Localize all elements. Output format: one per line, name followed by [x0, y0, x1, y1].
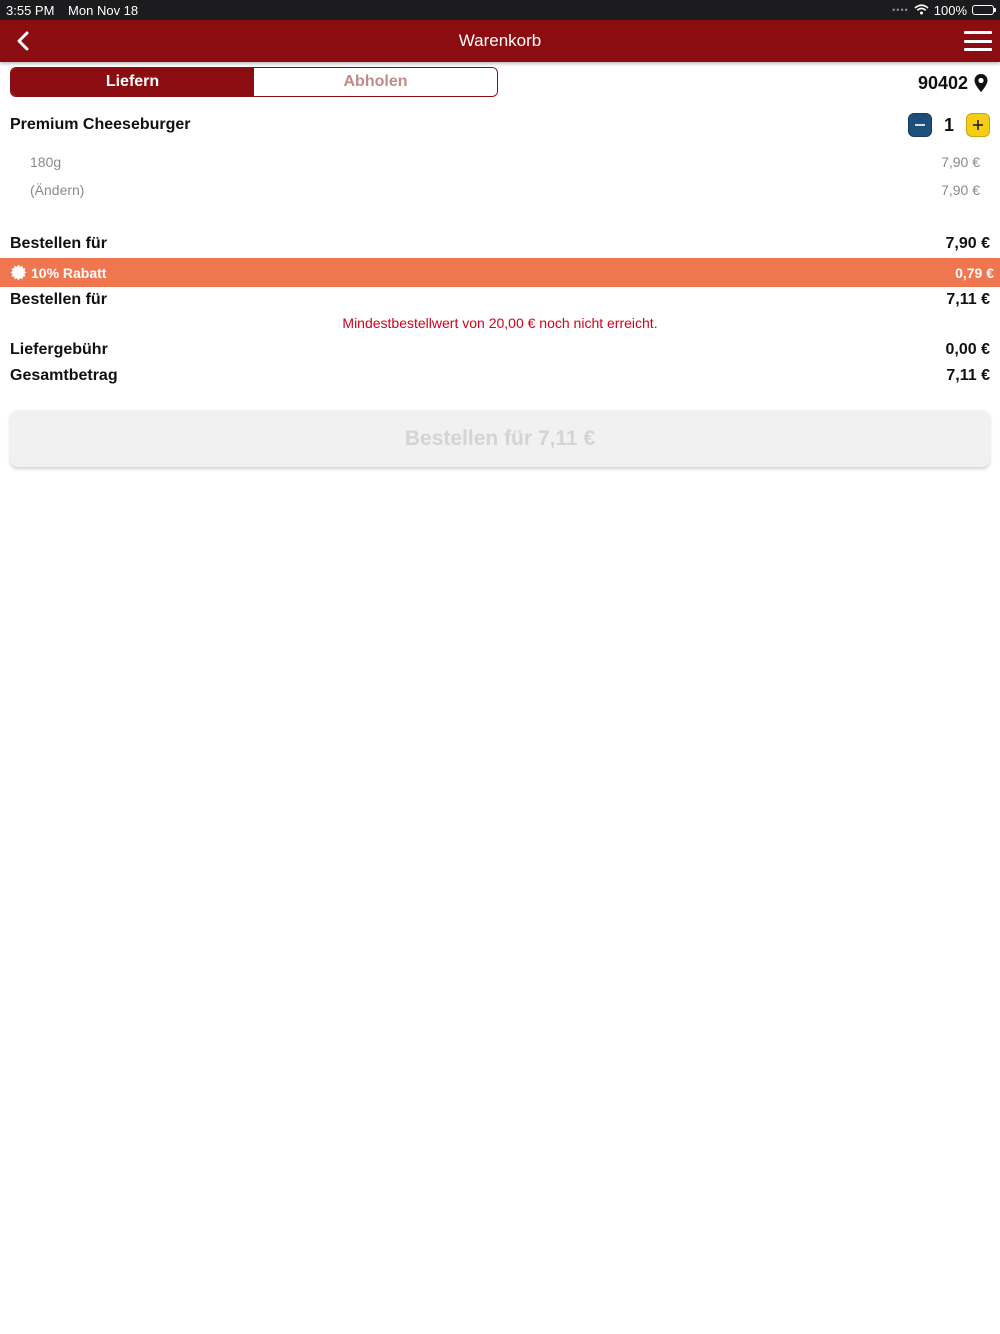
total-row	[10, 365, 990, 387]
option-price: 7,90 €	[941, 182, 980, 198]
item-quantity: 1	[943, 114, 954, 135]
option-label: 180g	[30, 154, 62, 170]
increase-quantity-button[interactable]	[966, 113, 990, 137]
discount-label: 10% Rabatt	[31, 264, 107, 281]
tab-abholen[interactable]: Abholen	[254, 68, 497, 96]
page-title: Warenkorb	[458, 31, 542, 50]
battery-icon	[972, 5, 994, 15]
status-date: Mon Nov 18	[68, 2, 139, 18]
order-button[interactable]: Bestellen für 7,11 €	[10, 410, 990, 467]
back-button[interactable]	[10, 28, 36, 54]
battery-percentage: 100%	[933, 2, 967, 18]
decrease-quantity-button[interactable]	[908, 113, 932, 137]
tab-liefern[interactable]: Liefern	[11, 68, 254, 96]
total-value: 7,11 €	[946, 367, 990, 384]
discount-row	[0, 258, 1000, 287]
item-name: Premium Cheeseburger	[10, 116, 191, 133]
delivery-mode-segment	[10, 67, 498, 97]
wifi-icon	[914, 3, 929, 18]
cart-item	[10, 113, 990, 137]
subtotal-row	[10, 233, 990, 255]
discounted-subtotal-label: Bestellen für	[10, 291, 107, 308]
minus-icon	[914, 119, 926, 131]
item-change-row[interactable]	[30, 179, 980, 201]
change-link[interactable]: (Ändern)	[30, 182, 85, 198]
status-time: 3:55 PM	[6, 2, 55, 18]
nav-bar	[0, 20, 1000, 62]
discounted-subtotal-value: 7,11 €	[946, 291, 990, 308]
discount-badge-icon	[10, 264, 27, 281]
discounted-subtotal-row	[10, 289, 990, 311]
subtotal-label: Bestellen für	[10, 235, 107, 252]
signal-dots-icon: ••••	[892, 5, 909, 15]
location-pin-icon	[974, 74, 988, 92]
subtotal-value: 7,90 €	[945, 235, 990, 252]
location-zip[interactable]	[918, 70, 988, 96]
total-label: Gesamtbetrag	[10, 367, 118, 384]
back-chevron-icon	[16, 31, 30, 51]
quantity-stepper	[908, 113, 990, 137]
delivery-fee-label: Liefergebühr	[10, 341, 108, 358]
hamburger-menu-icon[interactable]	[964, 29, 992, 53]
plus-icon	[972, 119, 984, 131]
status-bar	[0, 0, 1000, 20]
zip-code: 90402	[917, 72, 968, 93]
discount-value: 0,79 €	[955, 264, 994, 281]
minimum-order-warning: Mindestbestellwert von 20,00 € noch nicht erreicht.	[342, 315, 658, 331]
delivery-fee-row	[10, 339, 990, 361]
option-price: 7,90 €	[941, 154, 980, 170]
item-option-row	[30, 151, 980, 173]
delivery-fee-value: 0,00 €	[945, 341, 990, 358]
